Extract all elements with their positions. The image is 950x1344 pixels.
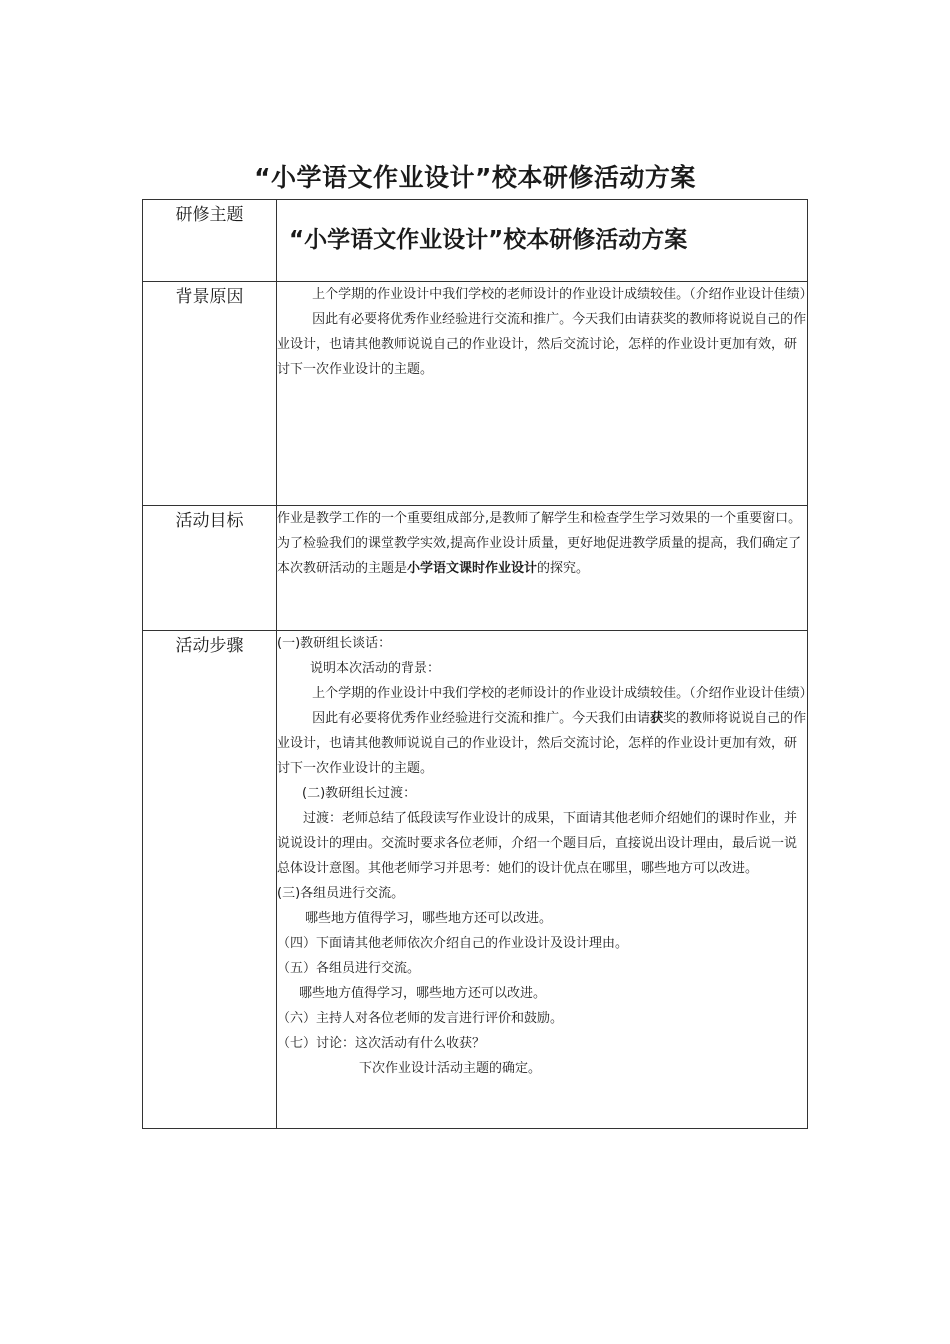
- step-1-text-2: 奖的教师将说说自己的作业设计，也请其他教师说说自己的作业设计，然后交流讨论，怎样的作业设计更加有效，研讨下一次作业设计的主题。: [277, 711, 807, 776]
- step-3-heading: (三)各组员进行交流。: [277, 886, 405, 901]
- step-5-subtitle: 哪些地方值得学习，哪些地方还可以改进。: [299, 986, 547, 1001]
- label-topic: 研修主题: [143, 200, 277, 282]
- step-2-paragraph: 过渡：老师总结了低段读写作业设计的成果，下面请其他老师介绍她们的课时作业，并说说设计的理由。交流时要求各位老师，介绍一个题目后，直接说出设计理由，最后说一说总体设计意图。其他老师学习并思考：她们的设计优点在哪里，哪些地方可以改进。: [277, 811, 798, 876]
- plan-table: [142, 199, 813, 1129]
- step-4-heading: （四）下面请其他老师依次介绍自己的作业设计及设计理由。: [277, 936, 629, 951]
- steps-cell: [277, 631, 813, 1129]
- label-steps: 活动步骤: [143, 631, 277, 1129]
- step-6-heading: （六）主持人对各位老师的发言进行评价和鼓励。: [277, 1011, 564, 1026]
- table-row-goal: [143, 506, 808, 631]
- step-1-text-1: 因此有必要将优秀作业经验进行交流和推广。今天我们由请: [312, 711, 651, 726]
- step-1-paragraph-1: 上个学期的作业设计中我们学校的老师设计的作业设计成绩较佳。（介绍作业设计佳绩）: [312, 686, 813, 701]
- label-goal: 活动目标: [143, 506, 277, 631]
- goal-paragraph: [277, 506, 807, 581]
- table-row-steps: [143, 631, 808, 1129]
- step-1-heading: (一)教研组长谈话：: [277, 636, 392, 651]
- step-7-heading: （七）讨论：这次活动有什么收获？: [277, 1036, 486, 1051]
- step-1-paragraph-2: [277, 706, 807, 781]
- step-2-heading: (二)教研组长过渡：: [302, 786, 417, 801]
- background-paragraph-2: 因此有必要将优秀作业经验进行交流和推广。今天我们由请获奖的教师将说说自己的作业设计，也请其他教师说说自己的作业设计，然后交流讨论，怎样的作业设计更加有效，研讨下一次作业设计的主题。: [277, 312, 807, 377]
- label-background: 背景原因: [143, 282, 277, 506]
- document-title: “小学语文作业设计”校本研修活动方案: [254, 163, 696, 192]
- step-1-text-bold: 获: [650, 711, 664, 726]
- background-paragraph-1: 上个学期的作业设计中我们学校的老师设计的作业设计成绩较佳。（介绍作业设计佳绩）: [312, 287, 813, 302]
- step-5-heading: （五）各组员进行交流。: [277, 961, 421, 976]
- goal-text-1: 作业是教学工作的一个重要组成部分,是教师了解学生和检查学生学习效果的一个重要窗口。为了检验我们的课堂教学实效,提高作业设计质量，更好地促进教学质量的提高，我们确定了本次教研活动的主题是: [277, 511, 802, 576]
- goal-text-bold: 小学语文课时作业设计: [407, 561, 538, 576]
- topic-value: “小学语文作业设计”校本研修活动方案: [289, 227, 688, 253]
- goal-text-2: 的探究。: [537, 561, 590, 576]
- topic-cell: [277, 200, 808, 282]
- step-3-subtitle: 哪些地方值得学习，哪些地方还可以改进。: [305, 911, 553, 926]
- background-cell: [277, 282, 813, 506]
- goal-cell: [277, 506, 808, 631]
- step-7-subtitle: 下次作业设计活动主题的确定。: [359, 1061, 542, 1076]
- table-row-background: [143, 282, 808, 506]
- table-row-topic: [143, 200, 808, 282]
- step-1-subtitle: 说明本次活动的背景：: [310, 661, 441, 676]
